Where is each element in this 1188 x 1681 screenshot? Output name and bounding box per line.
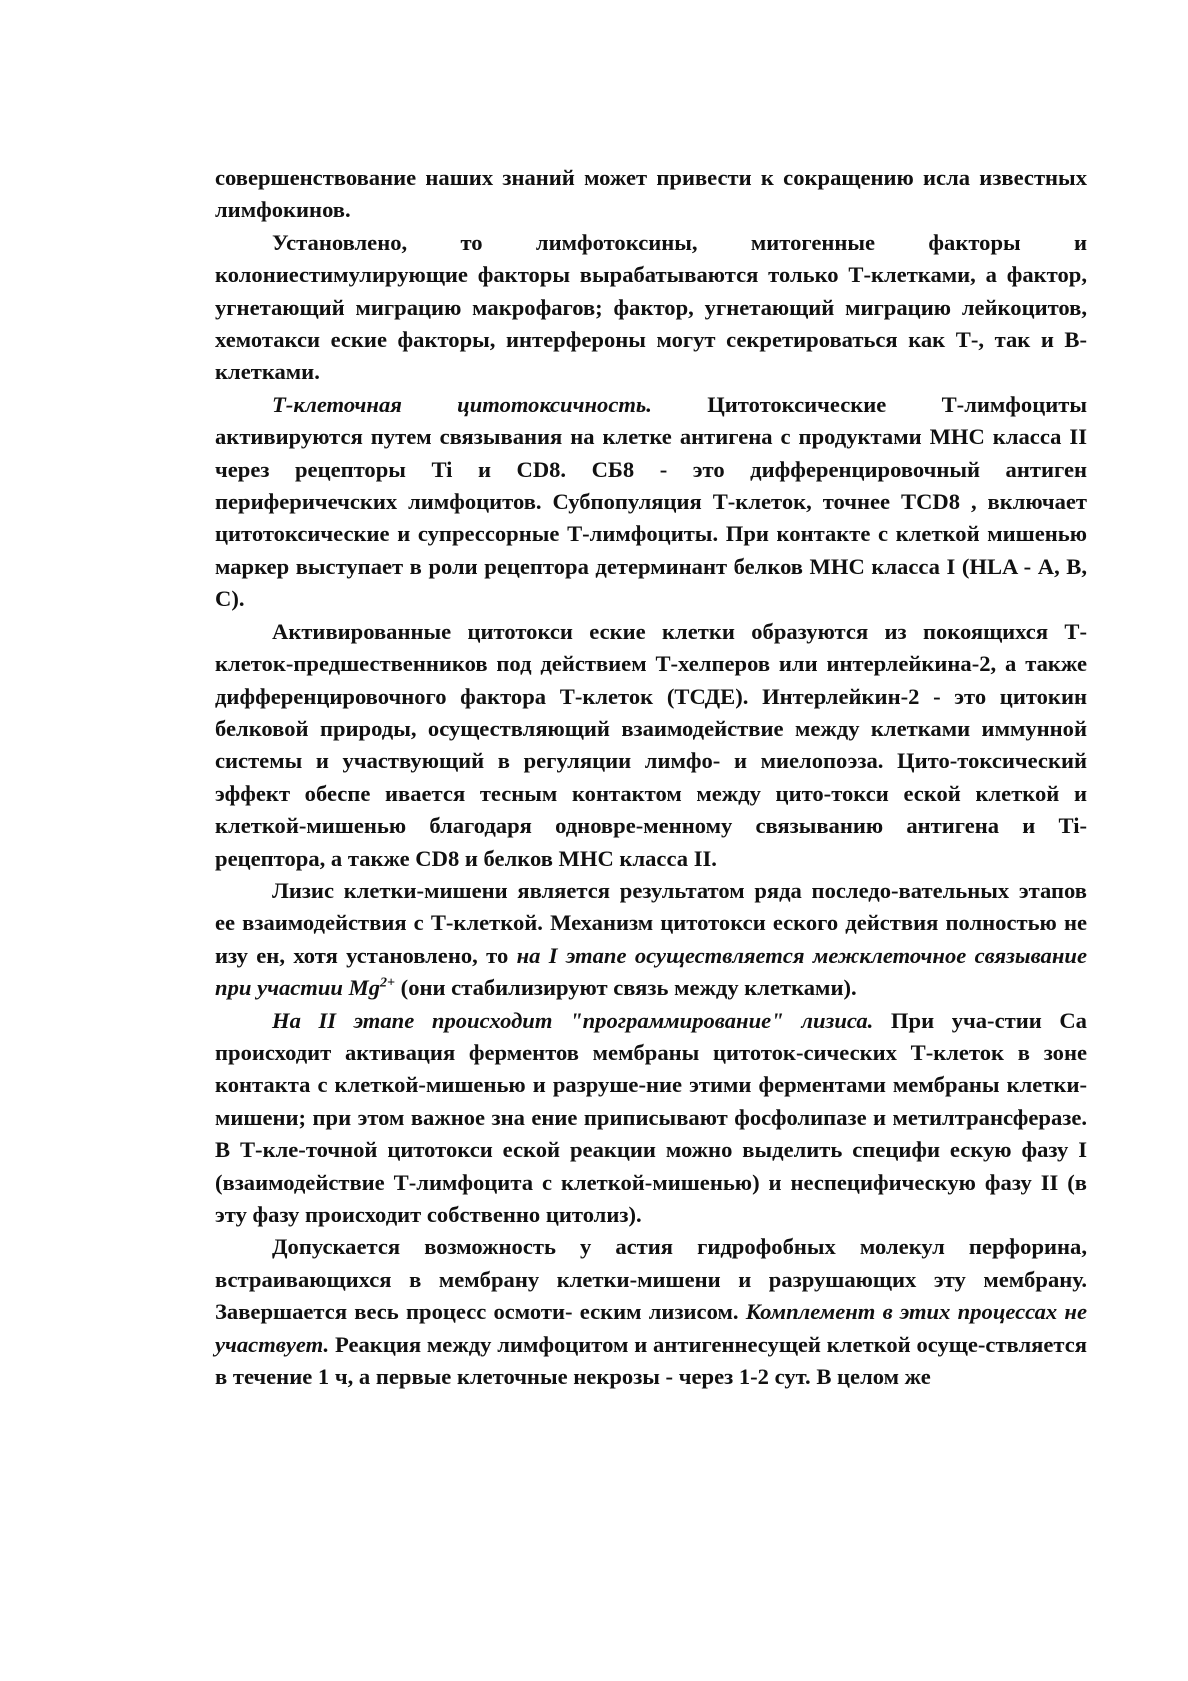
italic-text-run: на I этапе осуществляется межклеточное связывание при участии Mg [215, 942, 1087, 1001]
paragraph-2 [215, 227, 1087, 389]
text-run: Установлено, то лимфотоксины, митогенные факторы и колониестимулирующие факторы вырабатываются только Т-клетками, а фактор, угнетающий миграцию макрофагов; фактор, угнетающий миграцию лейкоцитов, хемотакси еские факторы, интерфероны могут секретироваться как Т-, так и В-клетками. [215, 229, 1087, 385]
paragraph-6 [215, 1005, 1087, 1232]
italic-text-run: На II этапе происходит "программирование" лизиса. [272, 1007, 874, 1033]
paragraph-4 [215, 616, 1087, 875]
italic-text-run: Т-клеточная цитотоксичность. [272, 391, 652, 417]
text-run: Реакция между лимфоцитом и антигеннесущей клеткой осуще-ствляется в течение 1 ч, а первые клеточные некрозы - через 1-2 сут. В целом же [215, 1331, 1087, 1390]
superscript-text: 2+ [380, 975, 396, 991]
text-run: Цитотоксические Т-лимфоциты активируются путем связывания на клетке антигена с продуктами МНС класса II через рецепторы Ti и CD8. СБ8 - это дифференцировочный антиген периферичечских лимфоцитов. Субпопуляция Т-клеток, точнее TCD8 , включает цитотоксические и супрессорные Т-лимфоциты. При контакте с клеткой мишенью маркер выступает в роли рецептора детерминант белков МНС класса I (HLA - А, В, С). [215, 391, 1087, 612]
text-run: совершенствование наших знаний может привести к сокращению исла известных лимфокинов. [215, 165, 1087, 223]
paragraph-7 [215, 1231, 1087, 1393]
paragraph-3 [215, 389, 1087, 616]
paragraph-5 [215, 875, 1087, 1005]
text-run: При уча-стии Са происходит активация ферментов мембраны цитоток-сических Т-клеток в зоне контакта с клеткой-мишенью и разруше-ние этими ферментами мембраны клетки-мишени; при этом важное зна ение приписывают фосфолипазе и метилтрансферазе. В Т-кле-точной цитотокси еской реакции можно выделить специфи ескую фазу I (взаимодействие Т-лимфоцита с клеткой-мишенью) и неспецифическую фазу II (в эту фазу происходит собственно цитолиз). [215, 1007, 1087, 1227]
text-run: (они стабилизируют связь между клетками). [395, 975, 857, 1001]
text-run: Активированные цитотокси еские клетки образуются из покоящихся Т-клеток-предшественников под действием Т-хелперов или интерлейкина-2, а также дифференцировочного фактора Т-клеток (ТСДЕ). Интерлейкин-2 - это цитокин белковой природы, осуществляющий взаимодействие между клетками иммунной системы и участвующий в регуляции лимфо- и миелопоэза. Цито-токсический эффект обеспе ивается тесным контактом между цито-токси еской клеткой и клеткой-мишенью благодаря одновре-менному связыванию антигена и Ti-рецептора, а также CD8 и белков МНС класса II. [215, 618, 1087, 871]
paragraph-1 [215, 162, 1087, 227]
text-run: Лизис клетки-мишени является результатом ряда последо-вательных этапов ее взаимодействия с Т-клеткой. Механизм цитотокси еского действия полностью не изу ен, хотя установлено, то [215, 877, 1087, 968]
document-page [215, 162, 1087, 1393]
text-run: Допускается возможность у астия гидрофобных молекул перфорина, встраивающихся в мембрану клетки-мишени и разрушающих эту мембрану. Завершается весь процесс осмоти- еским лизисом. [215, 1234, 1087, 1325]
italic-text-run: Комплемент в этих процессах не участвует. [215, 1299, 1087, 1357]
